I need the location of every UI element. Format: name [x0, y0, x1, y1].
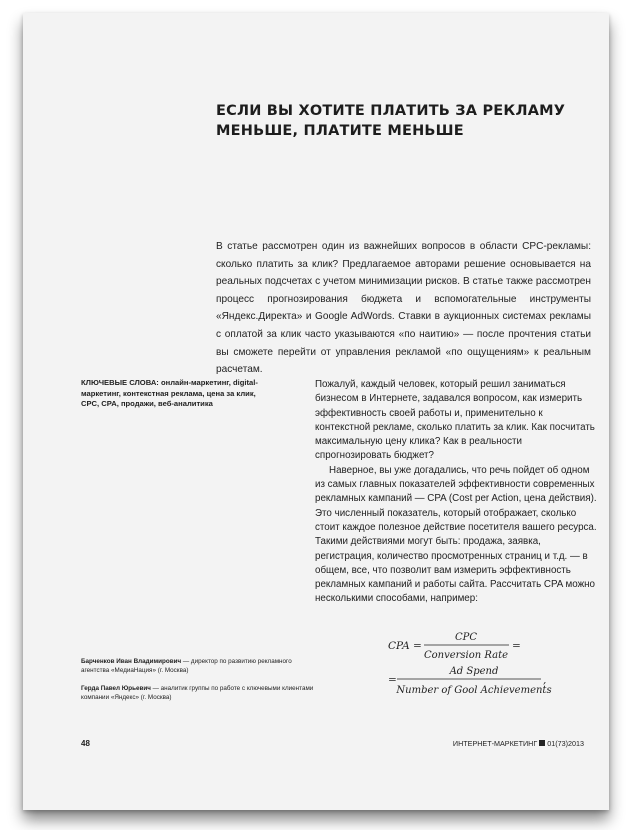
formula-lhs: CPA [388, 640, 410, 652]
magazine-page [23, 13, 609, 810]
article-title-line-1: ЕСЛИ ВЫ ХОТИТЕ ПЛАТИТЬ ЗА РЕКЛАМУ [216, 103, 566, 119]
author-1 [81, 657, 321, 676]
page-number: 48 [81, 739, 90, 748]
formula-numerator-1: CPC [454, 632, 478, 643]
journal-issue: 01(73)2013 [547, 739, 584, 748]
author-2 [81, 684, 321, 703]
author-2-name: Герда Павел Юрьевич [81, 685, 151, 692]
keywords-label: КЛЮЧЕВЫЕ СЛОВА: [81, 378, 159, 387]
journal-footer [453, 739, 584, 748]
body-paragraph-2: Наверное, вы уже догадались, что речь пойдет об одном из самых главных показателей эффективности современных рекламных кампаний — CPA (Cost per Action, цена действия). Это численный показатель, который отображает, сколько стоит каждое полезное действие посетителя вашего ресурса. Такими действиями могут быть: продажа, заявка, регистрация, количество просмотренных страниц и т.д. — в общем, все, что позволит вам измерить эффективность рекламных кампаний и работы сайта. Рассчитать CPA можно несколькими способами, например: [315, 464, 597, 605]
body-paragraph-1: Пожалуй, каждый человек, который решил заниматься бизнесом в Интернете, задавался вопросом, как измерить эффективность своей работы и, применительно к контекстной рекламе, сколько платить за клик. Как посчитать максимальную цену клика? Как в реальности спрогнозировать бюджет? [315, 379, 595, 462]
formula-numerator-2: Ad Spend [449, 666, 499, 677]
formula-eq-1: = [413, 640, 422, 652]
formula-comma: , [543, 674, 547, 686]
author-2-role: — аналитик группы по работе с ключевыми клиентами компании «Яндекс» (г. Москва) [81, 685, 314, 702]
keywords-list: онлайн-маркетинг, digital-маркетинг, контекстная реклама, цена за клик, CPC, CPA, продажи, веб-аналитика [81, 378, 258, 409]
article-title-line-2: МЕНЬШЕ, ПЛАТИТЕ МЕНЬШЕ [216, 123, 464, 139]
formula-denominator-2: Number of Gool Achievements [396, 685, 552, 696]
author-1-role: — директор по развитию рекламного агентства «МедиаНация» (г. Москва) [81, 658, 292, 675]
author-1-name: Барченков Иван Владимирович [81, 658, 182, 665]
formula-denominator-1: Conversion Rate [423, 650, 509, 661]
journal-name: ИНТЕРНЕТ-МАРКЕТИНГ [452, 739, 538, 748]
article-abstract: В статье рассмотрен один из важнейших вопросов в области CPC-рекламы: сколько платить за клик? Предлагаемое авторами решение основывается на реальных подсчетах с учетом минимизации рисков. В статье также рассмотрен процесс прогнозирования бюджета и вспомогательные инструменты «Яндекс.Директа» и Google AdWords. Ставки в аукционных системах рекламы с оплатой за клик часто указываются «по наитию» — после прочтения статьи вы сможете перейти от управления рекламой «по ощущениям» к реальным расчетам. [216, 241, 591, 376]
keywords-block [81, 378, 271, 410]
article-body [315, 378, 597, 607]
square-icon [539, 740, 545, 746]
formula-eq-3: = [388, 674, 397, 686]
formula-eq-2: = [512, 640, 521, 652]
article-title [216, 101, 596, 141]
